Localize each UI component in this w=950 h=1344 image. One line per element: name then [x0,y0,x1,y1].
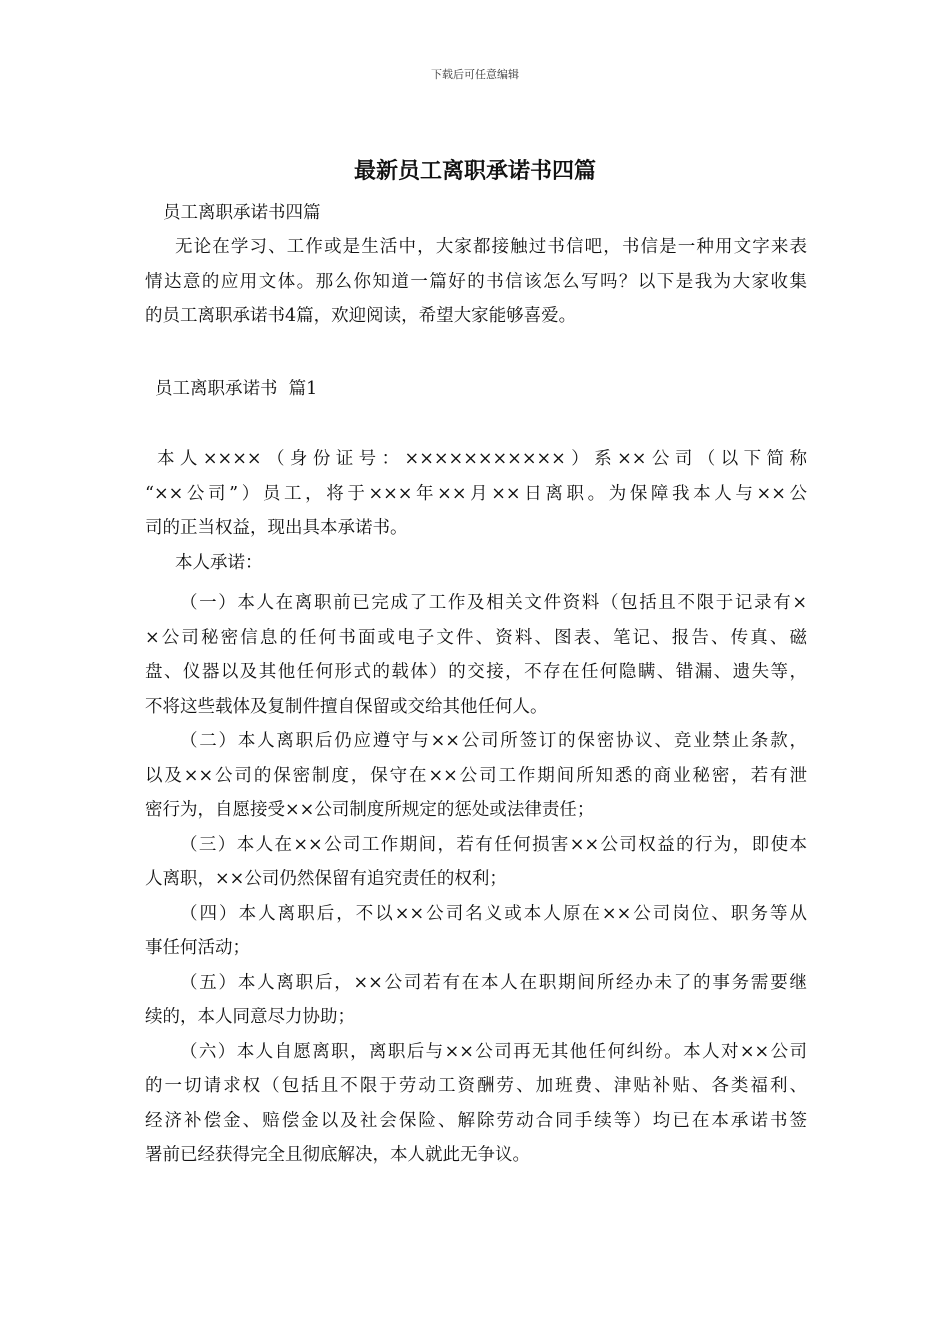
intro-line: 情达意的应用文体。那么你知道一篇好的书信该怎么写吗？以下是我为大家收集 [145,271,807,292]
clause-line: （一）本人在离职前已完成了工作及相关文件资料（包括且不限于记录有× [180,593,807,613]
header-note: 下载后可任意编辑 [431,68,519,81]
clause-5 [145,966,807,1035]
clause-line: （六）本人自愿离职，离职后与××公司再无其他任何纠纷。本人对××公司 [180,1041,807,1062]
clause-line: （四）本人离职后，不以××公司名义或本人原在××公司岗位、职务等从 [180,903,807,924]
statement-line: 本人××××（身份证号：×××××××××××）系××公司（以下简称 [157,449,807,469]
clause-4 [145,897,807,966]
promise-label: 本人承诺： [175,552,263,573]
statement-line: 司的正当权益，现出具本承诺书。 [145,518,408,538]
clause-line: 续的，本人同意尽力协助； [145,1007,355,1027]
clause-1 [145,586,807,724]
clause-line: 事任何活动； [145,938,250,958]
clause-line: 人离职，××公司仍然保留有追究责任的权利； [145,869,507,889]
clause-line: （二）本人离职后仍应遵守与××公司所签订的保密协议、竞业禁止条款， [180,731,807,751]
clause-line: ×公司秘密信息的任何书面或电子文件、资料、图表、笔记、报告、传真、磁 [145,627,807,648]
section-heading: 员工离职承诺书 篇1 [155,379,318,399]
clause-6 [145,1035,807,1173]
clause-line: 不将这些载体及复制件擅自保留或交给其他任何人。 [145,696,548,717]
clause-line: 署前已经获得完全且彻底解决，本人就此无争议。 [145,1145,530,1165]
clause-line: 以及××公司的保密制度，保守在××公司工作期间所知悉的商业秘密，若有泄 [145,765,807,786]
intro-line: 无论在学习、工作或是生活中，大家都接触过书信吧，书信是一种用文字来表 [175,237,807,257]
clauses-list [145,586,807,1173]
subtitle-block [145,196,807,231]
statement-line: “××公司”）员工，将于×××年××月××日离职。为保障我本人与××公 [145,483,807,504]
intro-line: 的员工离职承诺书4篇，欢迎阅读，希望大家能够喜爱。 [145,306,577,326]
document-subtitle: 员工离职承诺书四篇 [163,203,321,223]
clause-line: （三）本人在××公司工作期间，若有任何损害××公司权益的行为，即使本 [180,834,807,855]
clause-3 [145,828,807,897]
statement-paragraph [145,442,807,580]
clause-line: 盘、仪器以及其他任何形式的载体）的交接，不存在任何隐瞒、错漏、遗失等， [145,662,807,682]
intro-paragraph [145,230,807,334]
section-heading-block [145,372,807,407]
document-title: 最新员工离职承诺书四篇 [353,158,596,184]
clause-line: 的一切请求权（包括且不限于劳动工资酬劳、加班费、津贴补贴、各类福利、 [145,1076,807,1096]
clause-line: 密行为，自愿接受××公司制度所规定的惩处或法律责任； [145,800,595,820]
clause-line: 经济补偿金、赔偿金以及社会保险、解除劳动合同手续等）均已在本承诺书签 [145,1110,807,1131]
clause-2 [145,724,807,828]
clause-line: （五）本人离职后，××公司若有在本人在职期间所经办未了的事务需要继 [180,972,807,993]
